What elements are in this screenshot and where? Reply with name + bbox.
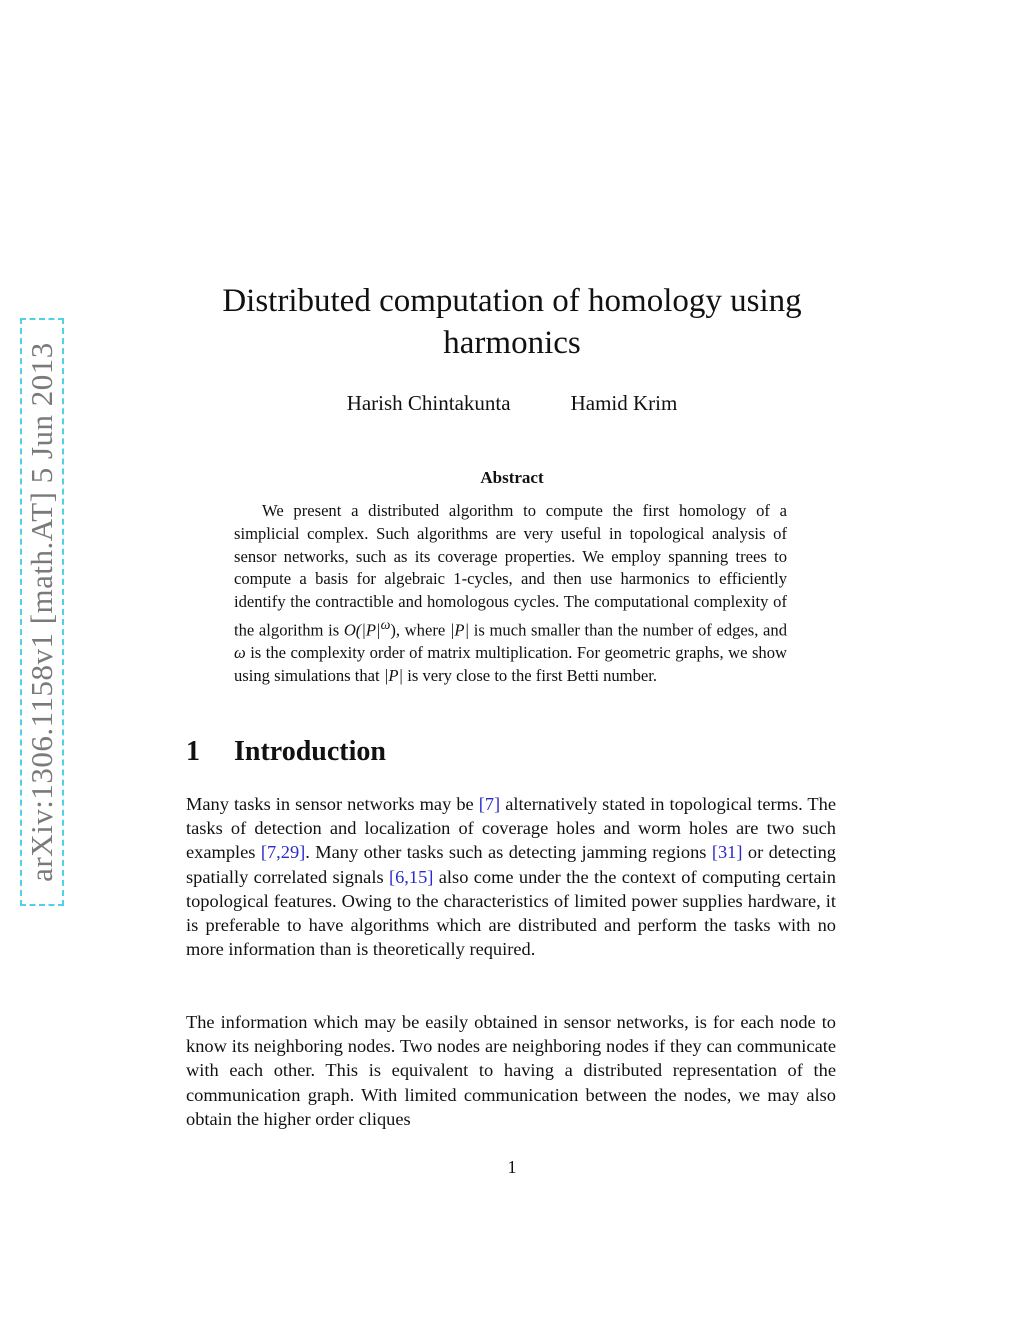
section-title: Introduction	[234, 736, 386, 767]
section-number: 1	[186, 736, 200, 767]
arxiv-stamp-text: arXiv:1306.1158v1 [math.AT] 5 Jun 2013	[24, 342, 60, 882]
intro-paragraph-1: Many tasks in sensor networks may be [7] alternatively stated in topological terms. The tasks of detection and localization of coverage holes and worm holes are two such examples [7,29]. Many other tasks such as detecting jamming regions [31] or detecting spatially correlated signals [6,15] also come under the the context of computing certain topological features. Owing to the characteristics of limited power supplies hardware, it is preferable to have algorithms which are distributed and perform the tasks with no more information than is theoretically required.	[186, 794, 837, 960]
citation-link[interactable]: [6,	[388, 866, 409, 887]
intro-paragraph-2: The information which may be easily obtained in sensor networks, is for each node to know its neighboring nodes. Two nodes are neighboring nodes if they can communicate with each other. This is equivalent to having a distributed representation of the communication graph. With limited communication between the nodes, we may also obtain the higher order cliques	[186, 1012, 836, 1129]
citation-link[interactable]: [31]	[711, 842, 743, 863]
abstract-heading: Abstract	[480, 468, 544, 487]
section-heading-introduction	[186, 736, 386, 768]
author-name: Hamid Krim	[570, 391, 678, 415]
citation-link[interactable]: 29]	[280, 842, 306, 863]
citation-link[interactable]: 15]	[408, 866, 434, 887]
citation-link[interactable]: [7,	[260, 842, 281, 863]
page-number: 1	[507, 1157, 517, 1177]
citation-link[interactable]: [7]	[478, 794, 501, 814]
author-name: Harish Chintakunta	[346, 391, 511, 415]
arxiv-stamp	[20, 318, 64, 906]
paper-title: Distributed computation of homology using harmonics	[222, 283, 802, 361]
author-list	[150, 391, 874, 416]
abstract-body: We present a distributed algorithm to compute the first homology of a simplicial complex. Such algorithms are very useful in topological analysis of sensor networks, such as its coverage properties. We employ spanning trees to compute a basis for algebraic 1-cycles, and then use harmonics to efficiently identify the contractible and homologous cycles. The computational complexity of the algorithm is $O(|P|^\omega)$, where |P| is much smaller than the number of edges, and ω is the complexity order of matrix multiplication. For geometric graphs, we show using simulations that |P| is very close to the first Betti number.	[234, 501, 787, 686]
